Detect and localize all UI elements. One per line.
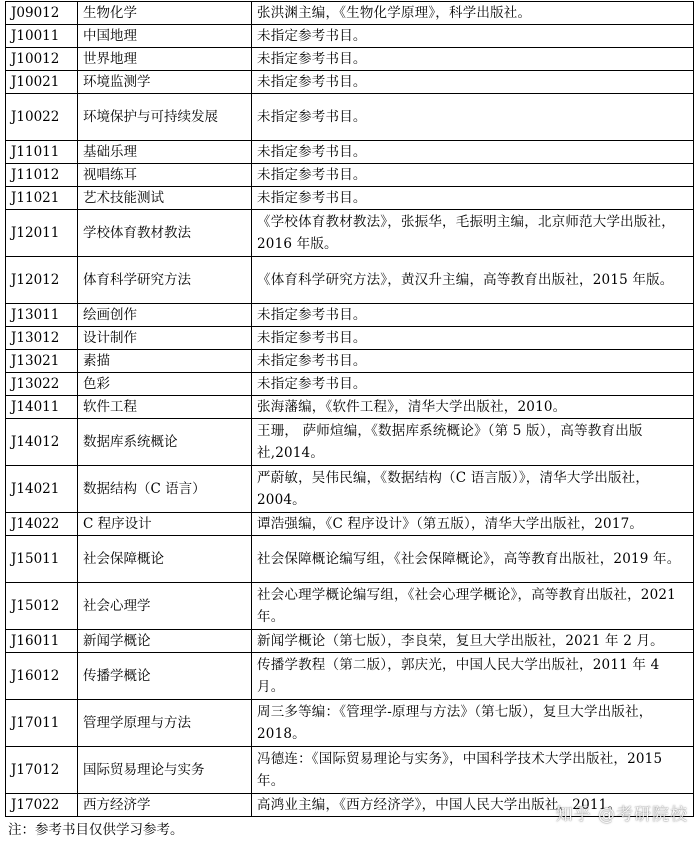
- course-name: 体育科学研究方法: [78, 257, 252, 304]
- course-code: J15011: [6, 536, 78, 583]
- reference-book: 未指定参考书目。: [252, 373, 694, 396]
- course-name: 西方经济学: [78, 794, 252, 817]
- course-name: 艺术技能测试: [78, 187, 252, 210]
- table-row: [6, 2, 694, 25]
- course-name: 社会心理学: [78, 583, 252, 630]
- course-code: J12011: [6, 210, 78, 257]
- course-code: J10011: [6, 25, 78, 48]
- course-code: J10022: [6, 94, 78, 141]
- table-row: [6, 373, 694, 396]
- course-name: 视唱练耳: [78, 164, 252, 187]
- table-row: [6, 536, 694, 583]
- reference-book: 周三多等编：《管理学-原理与方法》（第七版），复旦大学出版社，2018。: [252, 700, 694, 747]
- course-name: 环境保护与可持续发展: [78, 94, 252, 141]
- reference-book: 王珊， 萨师煊编，《数据库系统概论》（第 5 版），高等教育出版社,2014。: [252, 419, 694, 466]
- reference-book: 冯德连：《国际贸易理论与实务》，中国科学技术大学出版社，2015 年。: [252, 747, 694, 794]
- course-name: 数据结构（C 语言）: [78, 466, 252, 513]
- table-row: [6, 653, 694, 700]
- reference-book: 未指定参考书目。: [252, 48, 694, 71]
- table-row: [6, 141, 694, 164]
- reference-book: 张洪渊主编，《生物化学原理》，科学出版社。: [252, 2, 694, 25]
- table-row: [6, 210, 694, 257]
- watermark: 知乎 @考研院校: [555, 805, 688, 825]
- course-code: J14012: [6, 419, 78, 466]
- reference-book: 高鸿业主编，《西方经济学》，中国人民大学出版社，2011。: [252, 794, 694, 817]
- table-row: [6, 747, 694, 794]
- course-code: J17022: [6, 794, 78, 817]
- reference-book: 未指定参考书目。: [252, 350, 694, 373]
- table-row: [6, 25, 694, 48]
- course-name: 世界地理: [78, 48, 252, 71]
- table-row: [6, 327, 694, 350]
- course-name: 传播学概论: [78, 653, 252, 700]
- course-code: J14021: [6, 466, 78, 513]
- course-code: J17011: [6, 700, 78, 747]
- course-code: J13012: [6, 327, 78, 350]
- course-code: J10021: [6, 71, 78, 94]
- reference-book: 未指定参考书目。: [252, 71, 694, 94]
- course-name: 生物化学: [78, 2, 252, 25]
- table-row: [6, 513, 694, 536]
- table-row: [6, 419, 694, 466]
- table-row: [6, 583, 694, 630]
- course-code: J11011: [6, 141, 78, 164]
- course-name: 学校体育教材教法: [78, 210, 252, 257]
- course-name: 数据库系统概论: [78, 419, 252, 466]
- course-code: J09012: [6, 2, 78, 25]
- course-name: C 程序设计: [78, 513, 252, 536]
- course-name: 国际贸易理论与实务: [78, 747, 252, 794]
- course-name: 绘画创作: [78, 304, 252, 327]
- reference-book: 严蔚敏，吴伟民编，《数据结构（C 语言版）》，清华大学出版社，2004。: [252, 466, 694, 513]
- course-name: 色彩: [78, 373, 252, 396]
- reference-book: 《体育科学研究方法》，黄汉升主编，高等教育出版社，2015 年版。: [252, 257, 694, 304]
- reference-book: 《学校体育教材教法》，张振华，毛振明主编，北京师范大学出版社，2016 年版。: [252, 210, 694, 257]
- course-name: 软件工程: [78, 396, 252, 419]
- table-row: [6, 164, 694, 187]
- course-code: J10012: [6, 48, 78, 71]
- table-row: [6, 257, 694, 304]
- course-code: J14011: [6, 396, 78, 419]
- table-row: [6, 396, 694, 419]
- course-code: J13022: [6, 373, 78, 396]
- table-row: [6, 94, 694, 141]
- table-row: [6, 304, 694, 327]
- course-code: J17012: [6, 747, 78, 794]
- course-name: 环境监测学: [78, 71, 252, 94]
- footnote: 注：参考书目仅供学习参考。: [8, 822, 184, 838]
- course-code: J13021: [6, 350, 78, 373]
- course-code: J11012: [6, 164, 78, 187]
- course-code: J12012: [6, 257, 78, 304]
- reference-book: 未指定参考书目。: [252, 187, 694, 210]
- reference-book: 未指定参考书目。: [252, 94, 694, 141]
- course-name: 中国地理: [78, 25, 252, 48]
- course-code: J11021: [6, 187, 78, 210]
- reference-book: 未指定参考书目。: [252, 141, 694, 164]
- course-name: 管理学原理与方法: [78, 700, 252, 747]
- reference-book: 社会保障概论编写组，《社会保障概论》，高等教育出版社，2019 年。: [252, 536, 694, 583]
- reference-book: 未指定参考书目。: [252, 164, 694, 187]
- reference-book: 传播学教程（第二版），郭庆光，中国人民大学出版社，2011 年 4 月。: [252, 653, 694, 700]
- reference-book: 张海藩编，《软件工程》，清华大学出版社，2010。: [252, 396, 694, 419]
- table-row: [6, 630, 694, 653]
- course-name: 基础乐理: [78, 141, 252, 164]
- course-code: J14022: [6, 513, 78, 536]
- course-name: 素描: [78, 350, 252, 373]
- table-row: [6, 700, 694, 747]
- course-name: 社会保障概论: [78, 536, 252, 583]
- course-code: J16012: [6, 653, 78, 700]
- table-row: [6, 350, 694, 373]
- course-name: 设计制作: [78, 327, 252, 350]
- reference-book: 新闻学概论（第七版），李良荣，复旦大学出版社，2021 年 2 月。: [252, 630, 694, 653]
- reference-book: 未指定参考书目。: [252, 304, 694, 327]
- table-row: [6, 71, 694, 94]
- table-row: [6, 48, 694, 71]
- reference-book-table: [5, 1, 694, 817]
- reference-book: 谭浩强编，《C 程序设计》（第五版），清华大学出版社，2017。: [252, 513, 694, 536]
- course-code: J16011: [6, 630, 78, 653]
- course-code: J15012: [6, 583, 78, 630]
- table-row: [6, 466, 694, 513]
- course-name: 新闻学概论: [78, 630, 252, 653]
- reference-book: 未指定参考书目。: [252, 25, 694, 48]
- reference-book: 社会心理学概论编写组，《社会心理学概论》，高等教育出版社，2021 年。: [252, 583, 694, 630]
- course-code: J13011: [6, 304, 78, 327]
- reference-book: 未指定参考书目。: [252, 327, 694, 350]
- table-row: [6, 187, 694, 210]
